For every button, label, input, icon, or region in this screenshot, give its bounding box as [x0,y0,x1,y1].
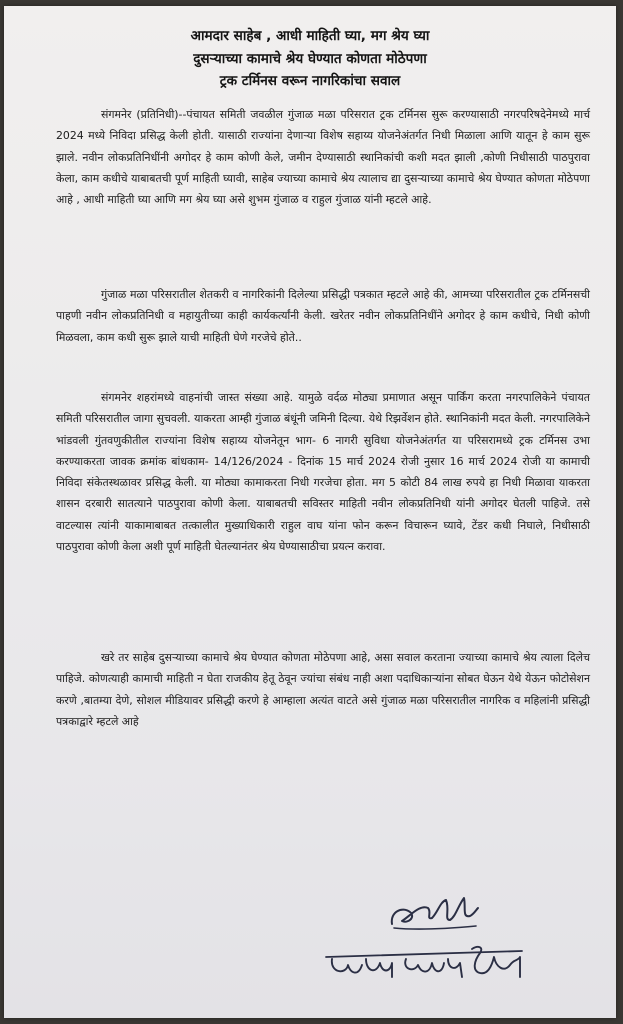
paragraph-1: संगमनेर (प्रतिनिधी)--पंचायत समिती जवळील गुंजाळ मळा परिसरात ट्रक टर्मिनस सुरू करण्यासाठी नगरपरिषदेनेमध्ये मार्च 2024 मध्ये निविदा प्रसिद्ध केली होती. यासाठी राज्यांना देणाऱ्या विशेष सहाय्य योजनेअंतर्गत निधी मिळाला आणि यातून हे काम सुरू झाले. नवीन लोकप्रतिनिधींनी अगोदर हे काम कोणी केले, जमीन देण्यासाठी स्थानिकांची कशी मदत झाली ,कोणी निधीसाठी पाठपुरावा केला, काम कधीचे याबाबतची पूर्ण माहिती घ्यावी, साहेब ज्याच्या कामाचे श्रेय त्यालाच द्या दुसऱ्याच्या कामाचे श्रेय घेण्यात कोणता मोठेपणा आहे , आधी माहिती घ्या आणि मग श्रेय घ्या असे शुभम गुंजाळ व राहुल गुंजाळ यांनी म्हटले आहे. [56,108,590,207]
paragraph-4: खरे तर साहेब दुसऱ्याच्या कामाचे श्रेय घेण्यात कोणता मोठेपणा आहे, असा सवाल करताना ज्याच्या कामाचे श्रेय त्याला दिलेच पाहिजे. कोणत्याही कामाची माहिती न घेता राजकीय हेतू ठेवून ज्यांचा संबंध नाही अशा पदाधिकाऱ्यांना सोबत घेऊन येथे येऊन फोटोसेशन करणे ,बातम्या देणे, सोशल मीडियावर प्रसिद्धी करणे हे आम्हाला अत्यंत वाटते असे गुंजाळ मळा परिसरातील नागरिक व महिलांनी प्रसिद्धी पत्रकाद्वारे म्हटले आहे [56,651,590,728]
heading-line-2: दुसऱ्याच्या कामाचे श्रेय घेण्यात कोणता मोठेपणा [193,51,427,67]
heading-line-1: आमदार साहेब , आधी माहिती घ्या, मग श्रेय घ्या [190,28,430,44]
paragraph-2: गुंजाळ मळा परिसरातील शेतकरी व नागरिकांनी दिलेल्या प्रसिद्धी पत्रकात म्हटले आहे की, आमच्या परिसरातील ट्रक टर्मिनसची पाहणी नवीन लोकप्रतिनिधी व महायुतीच्या काही कार्यकर्त्यांनी केली. खरेतर नवीन लोकप्रतिनिधींने अगोदर हे काम कधीचे, निधी कोणी मिळवला, काम कधी सुरू झाले याची माहिती घेणे गरजेचे होते.. [56,288,590,344]
paragraph-3: संगमनेर शहरांमध्ये वाहनांची जास्त संख्या आहे. यामुळे वर्दळ मोठ्या प्रमाणात असून पार्किंग करता नगरपालिकेने पंचायत समिती परिसरातील जागा सुचवली. याकरता आम्ही गुंजाळ बंधूंनी जमिनी दिल्या. येथे रिझर्वेशन होते. स्थानिकांनी मदत केली. नगरपालिकेने भांडवली गुंतवणुकीतील राज्यांना विशेष सहाय्य योजनेतून भाग- 6 नागरी सुविधा योजनेअंतर्गत या परिसरामध्ये ट्रक टर्मिनस उभा करण्याकरता जावक क्रमांक बांधकाम- 14/126/2024 - दिनांक 15 मार्च 2024 रोजी नुसार 16 मार्च 2024 रोजी या कामाची निविदा संकेतस्थळावर प्रसिद्ध केली. या मोठ्या कामाकरता निधी गरजेचा होता. मग 5 कोटी 84 लाख रुपये हा निधी मिळावा याकरता शासन दरबारी सातत्याने पाठपुरावा कोणी केला. याबाबतची सविस्तर माहिती नवीन लोकप्रतिनिधी यांनी अगोदर घेतली पाहिजे. तसे वाटल्यास त्यांनी याकामाबाबत तत्कालीत मुख्याधिकारी राहुल वाघ यांना फोन करून विचारून घ्यावे, टेंडर कधी निघाले, निधीसाठी पाठपुरावा कोणी केला अशी पूर्ण माहिती घेतल्यानंतर श्रेय घेण्यासाठीचा प्रयत्न करावा. [56,391,590,554]
signature-name [322,943,527,989]
heading-line-3: ट्रक टर्मिनस वरून नागरिकांचा सवाल [219,73,401,89]
letter-page [4,6,616,1018]
signature-mark [384,890,480,932]
